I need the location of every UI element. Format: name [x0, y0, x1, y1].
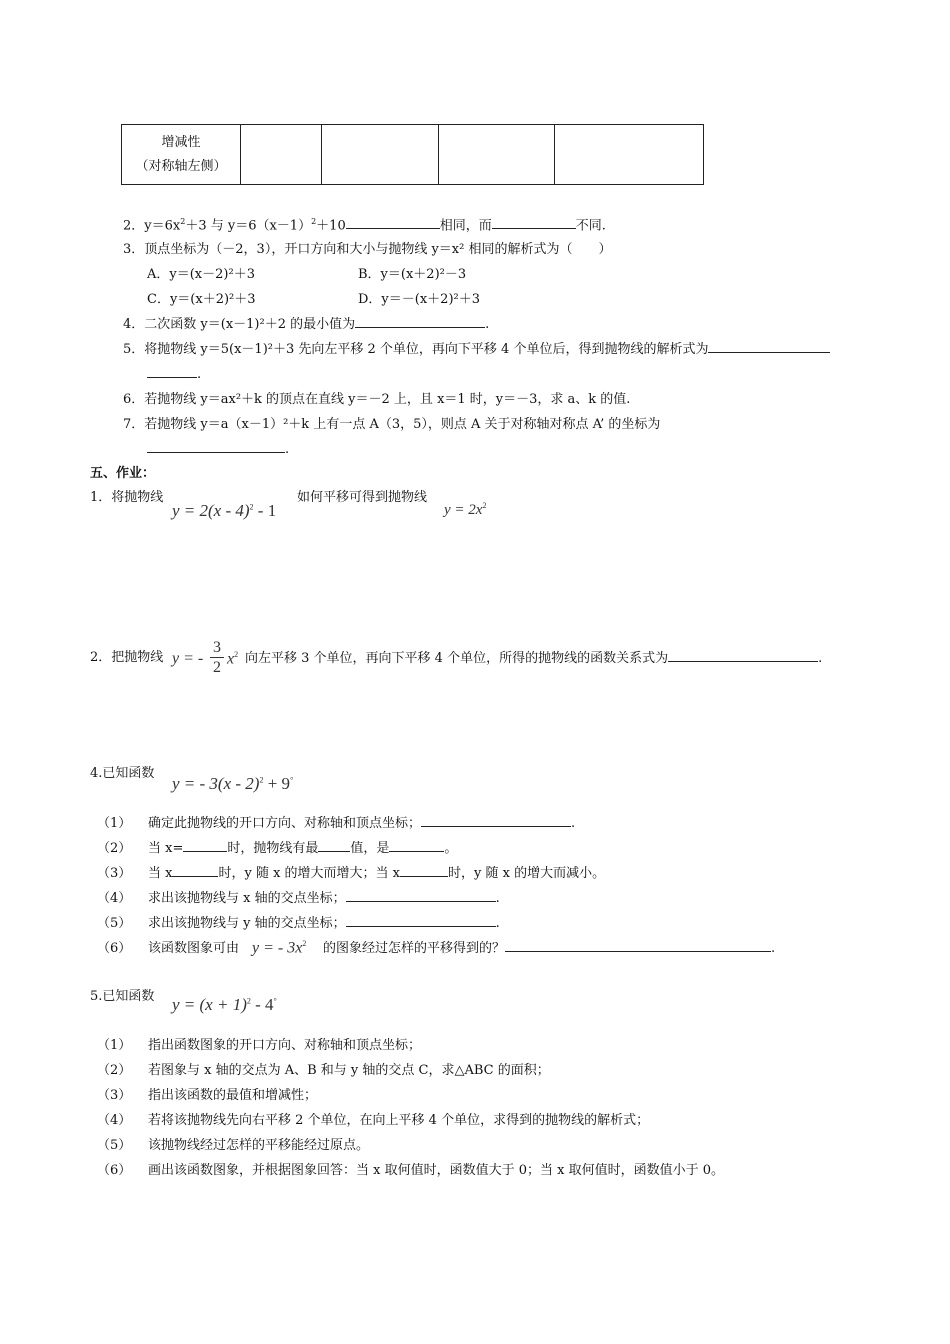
hw4-item-2-text: 当 x= 时，抛物线有最 值，是 。	[148, 841, 458, 856]
hw1-formula: y = 2(x - 4)$^2$ - 1	[172, 501, 277, 520]
option-b: B．y＝(x＋2)²－3	[358, 267, 467, 282]
hw5-item-6-text: 画出该函数图象，并根据图象回答：当 x 取何值时，函数值大于 0；当 x 取何值时，函数值小于 0。	[148, 1163, 724, 1178]
hw4-item-1: （1）	[97, 816, 132, 831]
hw4-item-4-text: 求出该抛物线与 x 轴的交点坐标； .	[148, 891, 500, 906]
answer-blank[interactable]	[346, 900, 496, 902]
hw4-item-3: （3）	[97, 866, 132, 881]
answer-blank[interactable]	[708, 351, 830, 353]
properties-table	[121, 124, 704, 185]
hw5-title: 5.已知函数	[90, 989, 155, 1004]
answer-blank[interactable]	[421, 825, 571, 827]
question-3-stem: 3．顶点坐标为（－2，3），开口方向和大小与抛物线 y＝x² 相同的解析式为（ ）	[123, 242, 612, 257]
hw4-item-6: （6）	[97, 941, 132, 956]
hw5-item-1-text: 指出函数图象的开口方向、对称轴和顶点坐标；	[148, 1038, 422, 1053]
fraction-denominator: 2	[213, 659, 221, 676]
table-cell	[241, 125, 322, 185]
hw4-item-3-text: 当 x 时，y 随 x 的增大而增大；当 x 时，y 随 x 的增大而减小。	[148, 866, 606, 881]
answer-blank[interactable]	[346, 227, 440, 229]
fraction	[210, 639, 224, 678]
question-7-cont: .	[147, 443, 289, 456]
hw4-item-4: （4）	[97, 891, 132, 906]
hw5-item-2: （2）	[97, 1063, 132, 1078]
answer-blank[interactable]	[183, 850, 227, 852]
hw5-item-3: （3）	[97, 1088, 132, 1103]
answer-blank[interactable]	[346, 925, 496, 927]
hw5-item-4-text: 若将该抛物线先向右平移 2 个单位，在向上平移 4 个单位，求得到的抛物线的解析式；	[148, 1113, 650, 1128]
hw1-middle: 如何平移可得到抛物线	[297, 490, 428, 505]
answer-blank[interactable]	[492, 227, 576, 229]
hw5-item-1: （1）	[97, 1038, 132, 1053]
question-5-cont: .	[147, 368, 201, 381]
hw4-title: 4.已知函数	[90, 766, 155, 781]
question-2: 2．$y=6x^2+3$ 与 $y=6(x-1)^2+10$ 相同，而 不同.	[123, 217, 606, 234]
hw4-item-1-text: 确定此抛物线的开口方向、对称轴和顶点坐标； .	[148, 816, 576, 831]
question-4: 4．二次函数 y＝(x－1)²＋2 的最小值为 .	[123, 317, 490, 332]
hw1-target: $y = 2x^2$	[444, 501, 487, 518]
answer-blank[interactable]	[505, 950, 771, 952]
answer-blank[interactable]	[318, 850, 350, 852]
hw2-var: $x^2$	[227, 650, 239, 668]
option-a: A．y＝(x－2)²＋3	[147, 267, 255, 282]
hw4-item-2: （2）	[97, 841, 132, 856]
answer-blank[interactable]	[355, 326, 485, 328]
hw1-prefix: 1．将抛物线	[90, 490, 164, 505]
hw4-item-6-rest: 的图象经过怎样的平移得到的？ .	[323, 941, 776, 956]
hw4-item-5: （5）	[97, 916, 132, 931]
fraction-numerator: 3	[210, 639, 224, 658]
row-label-cell	[122, 125, 241, 185]
table-row	[122, 125, 704, 185]
hw5-formula: $y = (x + 1)^2 - 4^\circ$	[172, 995, 277, 1014]
table-cell	[322, 125, 439, 185]
table-cell	[555, 125, 704, 185]
option-d: D．y＝－(x＋2)²＋3	[358, 292, 480, 307]
hw5-item-6: （6）	[97, 1163, 132, 1178]
answer-blank[interactable]	[389, 850, 444, 852]
answer-blank[interactable]	[400, 875, 448, 877]
row-label-line2: （对称轴左侧）	[135, 158, 227, 174]
hw5-item-5: （5）	[97, 1138, 132, 1153]
homework-heading: 五、作业：	[90, 466, 156, 481]
question-5: 5．将抛物线 y＝5(x－1)²＋3 先向左平移 2 个单位，再向下平移 4 个单位后，得到抛物线的解析式为	[123, 343, 830, 356]
hw4-item-6-formula: y = - $3x^2$	[252, 939, 307, 957]
answer-blank[interactable]	[668, 660, 818, 662]
hw5-item-4: （4）	[97, 1113, 132, 1128]
answer-blank[interactable]	[147, 376, 197, 378]
hw4-item-5-text: 求出该抛物线与 y 轴的交点坐标； .	[148, 916, 500, 931]
answer-blank[interactable]	[147, 451, 285, 453]
hw5-item-3-text: 指出该函数的最值和增减性；	[148, 1088, 318, 1103]
hw5-item-2-text: 若图象与 x 轴的交点为 A、B 和与 y 轴的交点 C，求△ABC 的面积；	[148, 1063, 550, 1078]
table-cell	[439, 125, 555, 185]
option-c: C．y＝(x＋2)²＋3	[147, 292, 256, 307]
question-6: 6．若抛物线 y＝ax²＋k 的顶点在直线 y＝－2 上，且 x＝1 时，y＝－3，求 a、k 的值.	[123, 392, 631, 407]
row-label-line1: 增减性	[161, 134, 201, 150]
hw2-text: 向左平移 3 个单位，再向下平移 4 个单位，所得的抛物线的函数关系式为 .	[245, 651, 823, 666]
answer-blank[interactable]	[172, 875, 218, 877]
hw2-lhs: y = -	[172, 650, 204, 667]
hw5-item-5-text: 该抛物线经过怎样的平移能经过原点。	[148, 1138, 370, 1153]
question-7: 7．若抛物线 y＝a（x－1）²＋k 上有一点 A（3，5），则点 A 关于对称轴对称点 A’ 的坐标为	[123, 417, 661, 432]
hw4-formula: y = - 3(x - 2)$^2$ + 9°	[172, 774, 294, 793]
hw4-item-6-text: 该函数图象可由	[148, 941, 240, 956]
hw2-prefix: 2．把抛物线	[90, 650, 164, 665]
